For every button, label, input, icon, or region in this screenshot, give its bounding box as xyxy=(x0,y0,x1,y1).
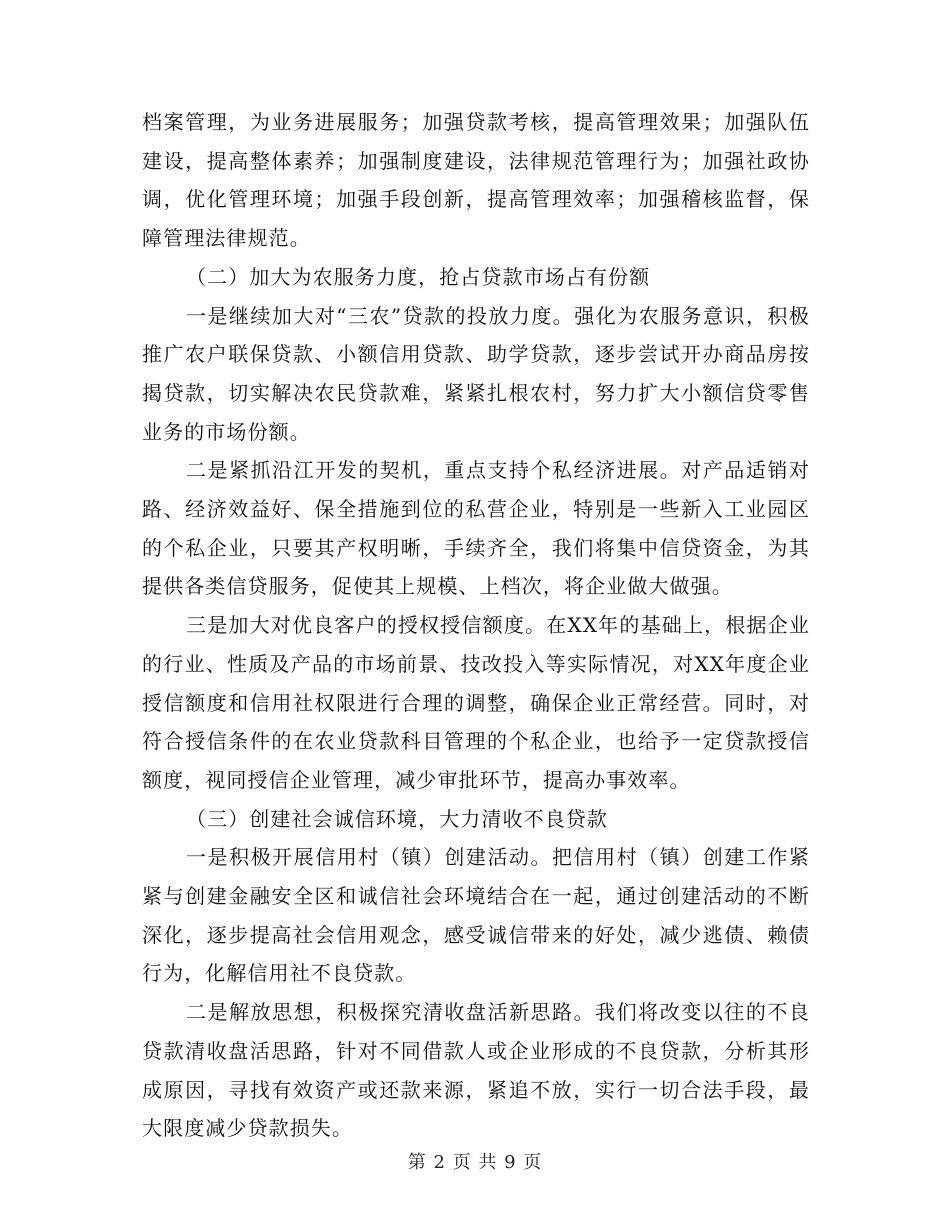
paragraph-2-3: 三是加大对优良客户的授权授信额度。在XX年的基础上，根据企业的行业、性质及产品的市场前景、技改投入等实际情况，对XX年度企业授信额度和信用社权限进行合理的调整，确保企业正常经营。同时，对符合授信条件的在农业贷款科目管理的个私企业，也给予一定贷款授信额度，视同授信企业管理，减少审批环节，提高办事效率。 xyxy=(142,613,810,792)
paragraph-2-1: 一是继续加大对“三农”贷款的投放力度。强化为农服务意识，积极推广农户联保贷款、小额信用贷款、助学贷款，逐步尝试开办商品房按揭贷款，切实解决农民贷款难，紧紧扎根农村，努力扩大小额信贷零售业务的市场份额。 xyxy=(142,303,810,444)
page-footer xyxy=(0,1148,950,1174)
paragraph-continuation: 档案管理，为业务进展服务；加强贷款考核，提高管理效果；加强队伍建设，提高整体素养；加强制度建设，法律规范管理行为；加强社政协调，优化管理环境；加强手段创新，提高管理效率；加强稽核监督，保障管理法律规范。 xyxy=(142,110,810,251)
section-heading-2: （二）加大为农服务力度，抢占贷款市场占有份额 xyxy=(186,264,651,289)
paragraph-3-2: 二是解放思想，积极探究清收盘活新思路。我们将改变以往的不良贷款清收盘活思路，针对不同借款人或企业形成的不良贷款，分析其形成原因，寻找有效资产或还款来源，紧追不放，实行一切合法手段，最大限度减少贷款损失。 xyxy=(142,1000,810,1141)
paragraph-3-1: 一是积极开展信用村（镇）创建活动。把信用村（镇）创建工作紧紧与创建金融安全区和诚信社会环境结合在一起，通过创建活动的不断深化，逐步提高社会信用观念，感受诚信带来的好处，减少逃债、赖债行为，化解信用社不良贷款。 xyxy=(142,845,810,986)
paragraph-2-2: 二是紧抓沿江开发的契机，重点支持个私经济进展。对产品适销对路、经济效益好、保全措施到位的私营企业，特别是一些新入工业园区的个私企业，只要其产权明晰，手续齐全，我们将集中信贷资金，为其提供各类信贷服务，促使其上规模、上档次，将企业做大做强。 xyxy=(142,458,810,599)
section-heading-3: （三）创建社会诚信环境，大力清收不良贷款 xyxy=(186,806,608,831)
page-number: 第 2 页 共 9 页 xyxy=(407,1152,543,1173)
document-body xyxy=(142,103,810,1148)
